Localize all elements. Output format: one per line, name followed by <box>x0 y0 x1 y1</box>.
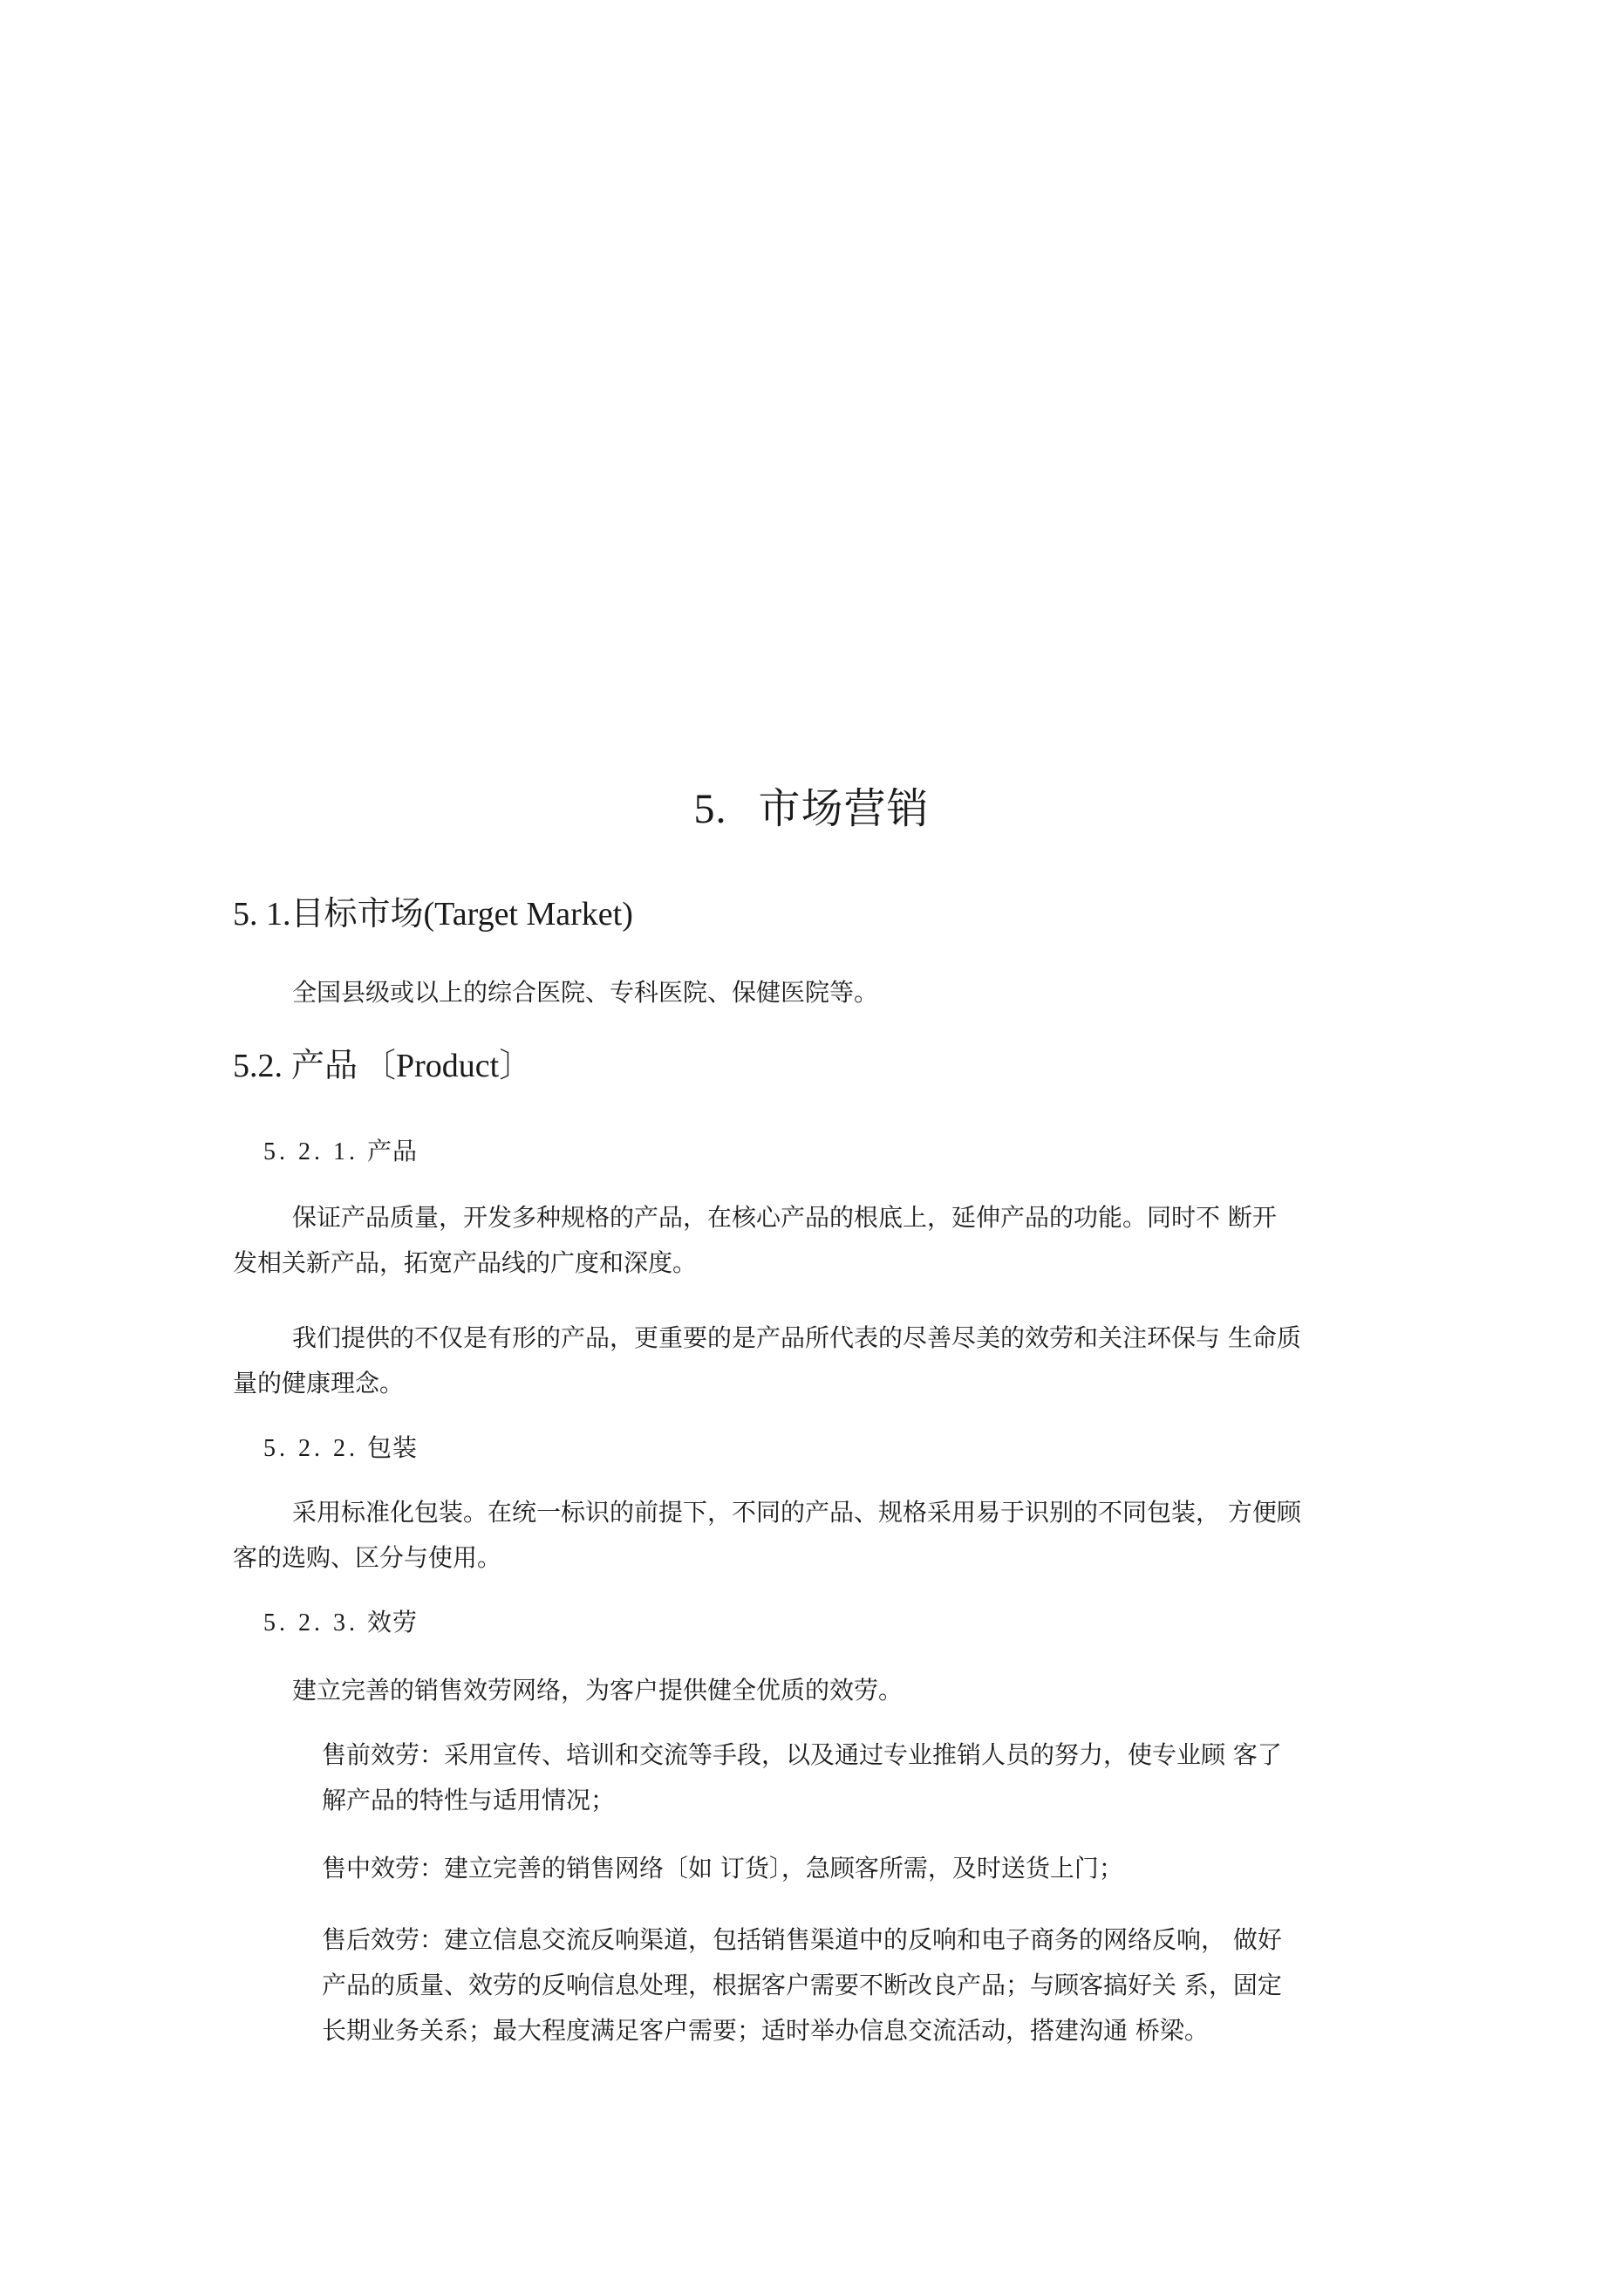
section-number: 5. 1. <box>233 896 291 933</box>
target-market-text: 全国县级或以上的综合医院、专科医院、保健医院等。 <box>292 978 879 1007</box>
product-paragraph-1 <box>233 1195 1401 1286</box>
packaging-paragraph <box>233 1490 1401 1581</box>
text-line: 量的健康理念。 <box>233 1369 405 1397</box>
subsection-title: 产品 <box>367 1137 419 1165</box>
section-heading-5-2 <box>233 1038 532 1086</box>
after-sale-service <box>322 1917 1401 2053</box>
subsection-number: 5. 2. 3. <box>263 1609 358 1637</box>
text-line: 售后效劳：建立信息交流反响渠道，包括销售渠道中的反响和电子商务的网络反响， 做好 <box>322 1925 1282 1954</box>
chapter-title-text: 市场营销 <box>758 784 930 833</box>
subsection-title: 效劳 <box>367 1608 419 1637</box>
pre-sale-service <box>322 1732 1401 1823</box>
service-intro: 建立完善的销售效劳网络，为客户提供健全优质的效劳。 <box>292 1676 904 1705</box>
subsection-heading-5-2-2 <box>263 1429 418 1464</box>
subsection-heading-5-2-1 <box>263 1132 418 1167</box>
section-title-cn: 目标市场 <box>290 894 424 933</box>
text-line: 保证产品质量，开发多种规格的产品，在核心产品的根底上，延伸产品的功能。同时不 断开 <box>292 1203 1277 1232</box>
product-paragraph-2 <box>233 1315 1401 1406</box>
chapter-number: 5. <box>693 786 727 832</box>
text-line: 长期业务关系；最大程度满足客户需要；适时举办信息交流活动，搭建沟通 桥梁。 <box>322 2016 1209 2045</box>
subsection-number: 5. 2. 1. <box>263 1138 358 1165</box>
text-line: 售前效劳：采用宣传、培训和交流等手段，以及通过专业推销人员的努力，使专业顾 客了 <box>322 1740 1282 1769</box>
section-title-en: (Target Market) <box>423 896 633 933</box>
text-line: 我们提供的不仅是有形的产品，更重要的是产品所代表的尽善尽美的效劳和关注环保与 生命质 <box>292 1323 1301 1352</box>
subsection-title: 包装 <box>367 1433 419 1462</box>
section-title-en: 〔Product〕 <box>363 1048 533 1084</box>
subsection-number: 5. 2. 2. <box>263 1435 358 1462</box>
section-heading-5-1 <box>233 886 633 934</box>
text-line: 采用标准化包装。在统一标识的前提下，不同的产品、规格采用易于识别的不同包装， 方便顾 <box>292 1498 1301 1527</box>
text-line: 客的选购、区分与使用。 <box>233 1543 502 1572</box>
chapter-title <box>0 775 1623 835</box>
text-line: 产品的质量、效劳的反响信息处理，根据客户需要不断改良产品；与顾客搞好关 系，固定 <box>322 1971 1282 1999</box>
section-title-cn: 产品 <box>291 1046 358 1084</box>
subsection-heading-5-2-3 <box>263 1603 418 1638</box>
text-line: 发相关新产品，拓宽产品线的广度和深度。 <box>233 1248 698 1277</box>
in-sale-service <box>322 1846 1401 1891</box>
section-number: 5.2. <box>233 1048 283 1084</box>
text-line: 售中效劳：建立完善的销售网络〔如 订货〕，急顾客所需，及时送货上门； <box>322 1854 1123 1883</box>
text-line: 解产品的特性与适用情况； <box>322 1786 616 1814</box>
